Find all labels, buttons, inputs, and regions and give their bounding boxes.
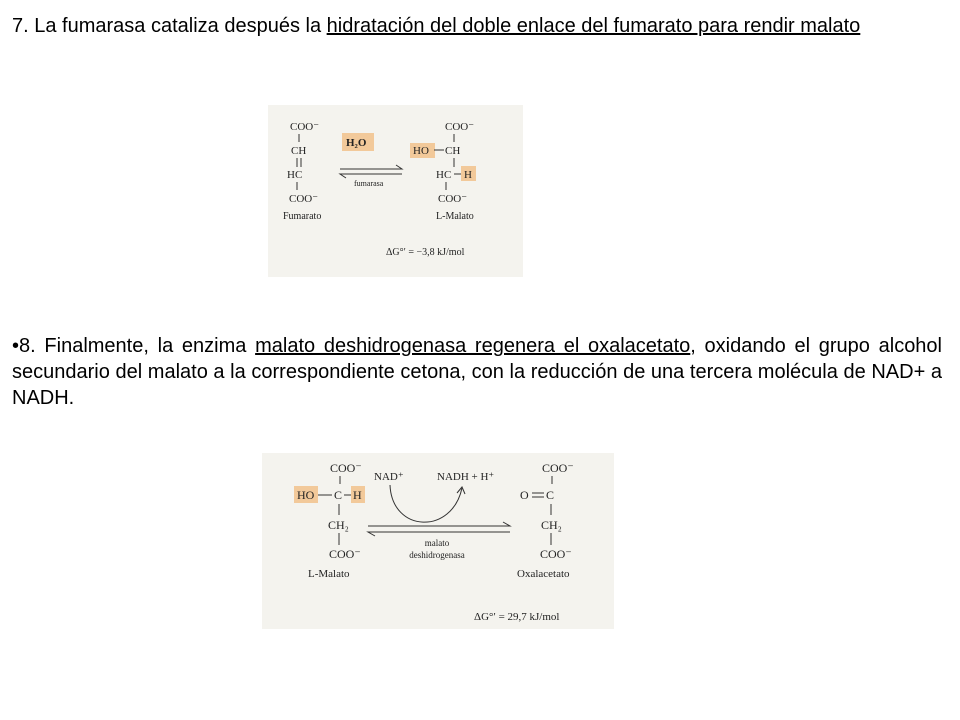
oxaloacetate-label: Oxalacetato: [517, 568, 570, 580]
malate-ch: CH: [445, 145, 461, 157]
section-7-lead: 7. La fumarasa cataliza después la: [12, 15, 327, 37]
oxaloacetate-c: C: [546, 488, 555, 502]
oxaloacetate-o: O: [520, 488, 529, 502]
malate-h: H: [464, 169, 472, 181]
section-8-lead: 8. Finalmente, la enzima: [19, 335, 256, 357]
oxaloacetate-coo-bottom: COO⁻: [540, 547, 572, 561]
malate2-coo-bottom: COO⁻: [329, 547, 361, 561]
malate-dehydrogenase-figure: [262, 453, 614, 629]
malate2-ch2: CH₂: [328, 518, 349, 532]
nad-label: NAD⁺: [374, 471, 404, 483]
malate2-label: L-Malato: [308, 568, 350, 580]
oxaloacetate-ch2: CH₂: [541, 518, 562, 532]
section-8-underlined: malato deshidrogenasa regenera el oxalacetato: [255, 335, 691, 357]
section-8-text: [12, 333, 942, 411]
malate2-c: C: [334, 488, 343, 502]
oxaloacetate-coo-top: COO⁻: [542, 461, 574, 475]
cofactor-curved-arrow: [390, 485, 462, 522]
fumarase-enzyme-label: fumarasa: [354, 179, 384, 188]
section-8-tail: , oxidando el grupo alcohol secundario del malato a la correspondiente cetona, con la reducción de una tercera molécula de NAD+ a NADH.: [12, 335, 942, 409]
section-7-underlined: hidratación del doble enlace del fumarato para rendir malato: [326, 15, 861, 37]
malate-label: L-Malato: [436, 211, 474, 222]
fumarate-coo-bottom: COO⁻: [289, 193, 319, 205]
malate2-ho: HO: [297, 488, 315, 502]
nadh-label: NADH + H⁺: [437, 471, 495, 483]
enzyme-label-line1: malato: [424, 538, 450, 548]
fumarate-ch: CH: [291, 145, 307, 157]
malate-ho: HO: [413, 145, 429, 157]
fumarase-reaction-figure: [268, 105, 523, 277]
malate-coo-bottom: COO⁻: [438, 193, 468, 205]
enzyme-label-line2: deshidrogenasa: [409, 550, 465, 560]
bullet: •: [12, 335, 20, 357]
fumarate-hc: HC: [287, 169, 303, 181]
malate-hc: HC: [436, 169, 452, 181]
delta-g-fumarase: ΔG°′ = −3,8 kJ/mol: [386, 247, 465, 258]
fumarate-label: Fumarato: [283, 211, 322, 222]
malate2-h: H: [353, 488, 362, 502]
section-7-text: [12, 13, 942, 39]
fumarate-coo-top: COO⁻: [290, 121, 320, 133]
delta-g-mdh: ΔG°′ = 29,7 kJ/mol: [474, 611, 560, 623]
malate-coo-top: COO⁻: [445, 121, 475, 133]
water-label: H₂O: [346, 137, 367, 149]
malate2-coo-top: COO⁻: [330, 461, 362, 475]
